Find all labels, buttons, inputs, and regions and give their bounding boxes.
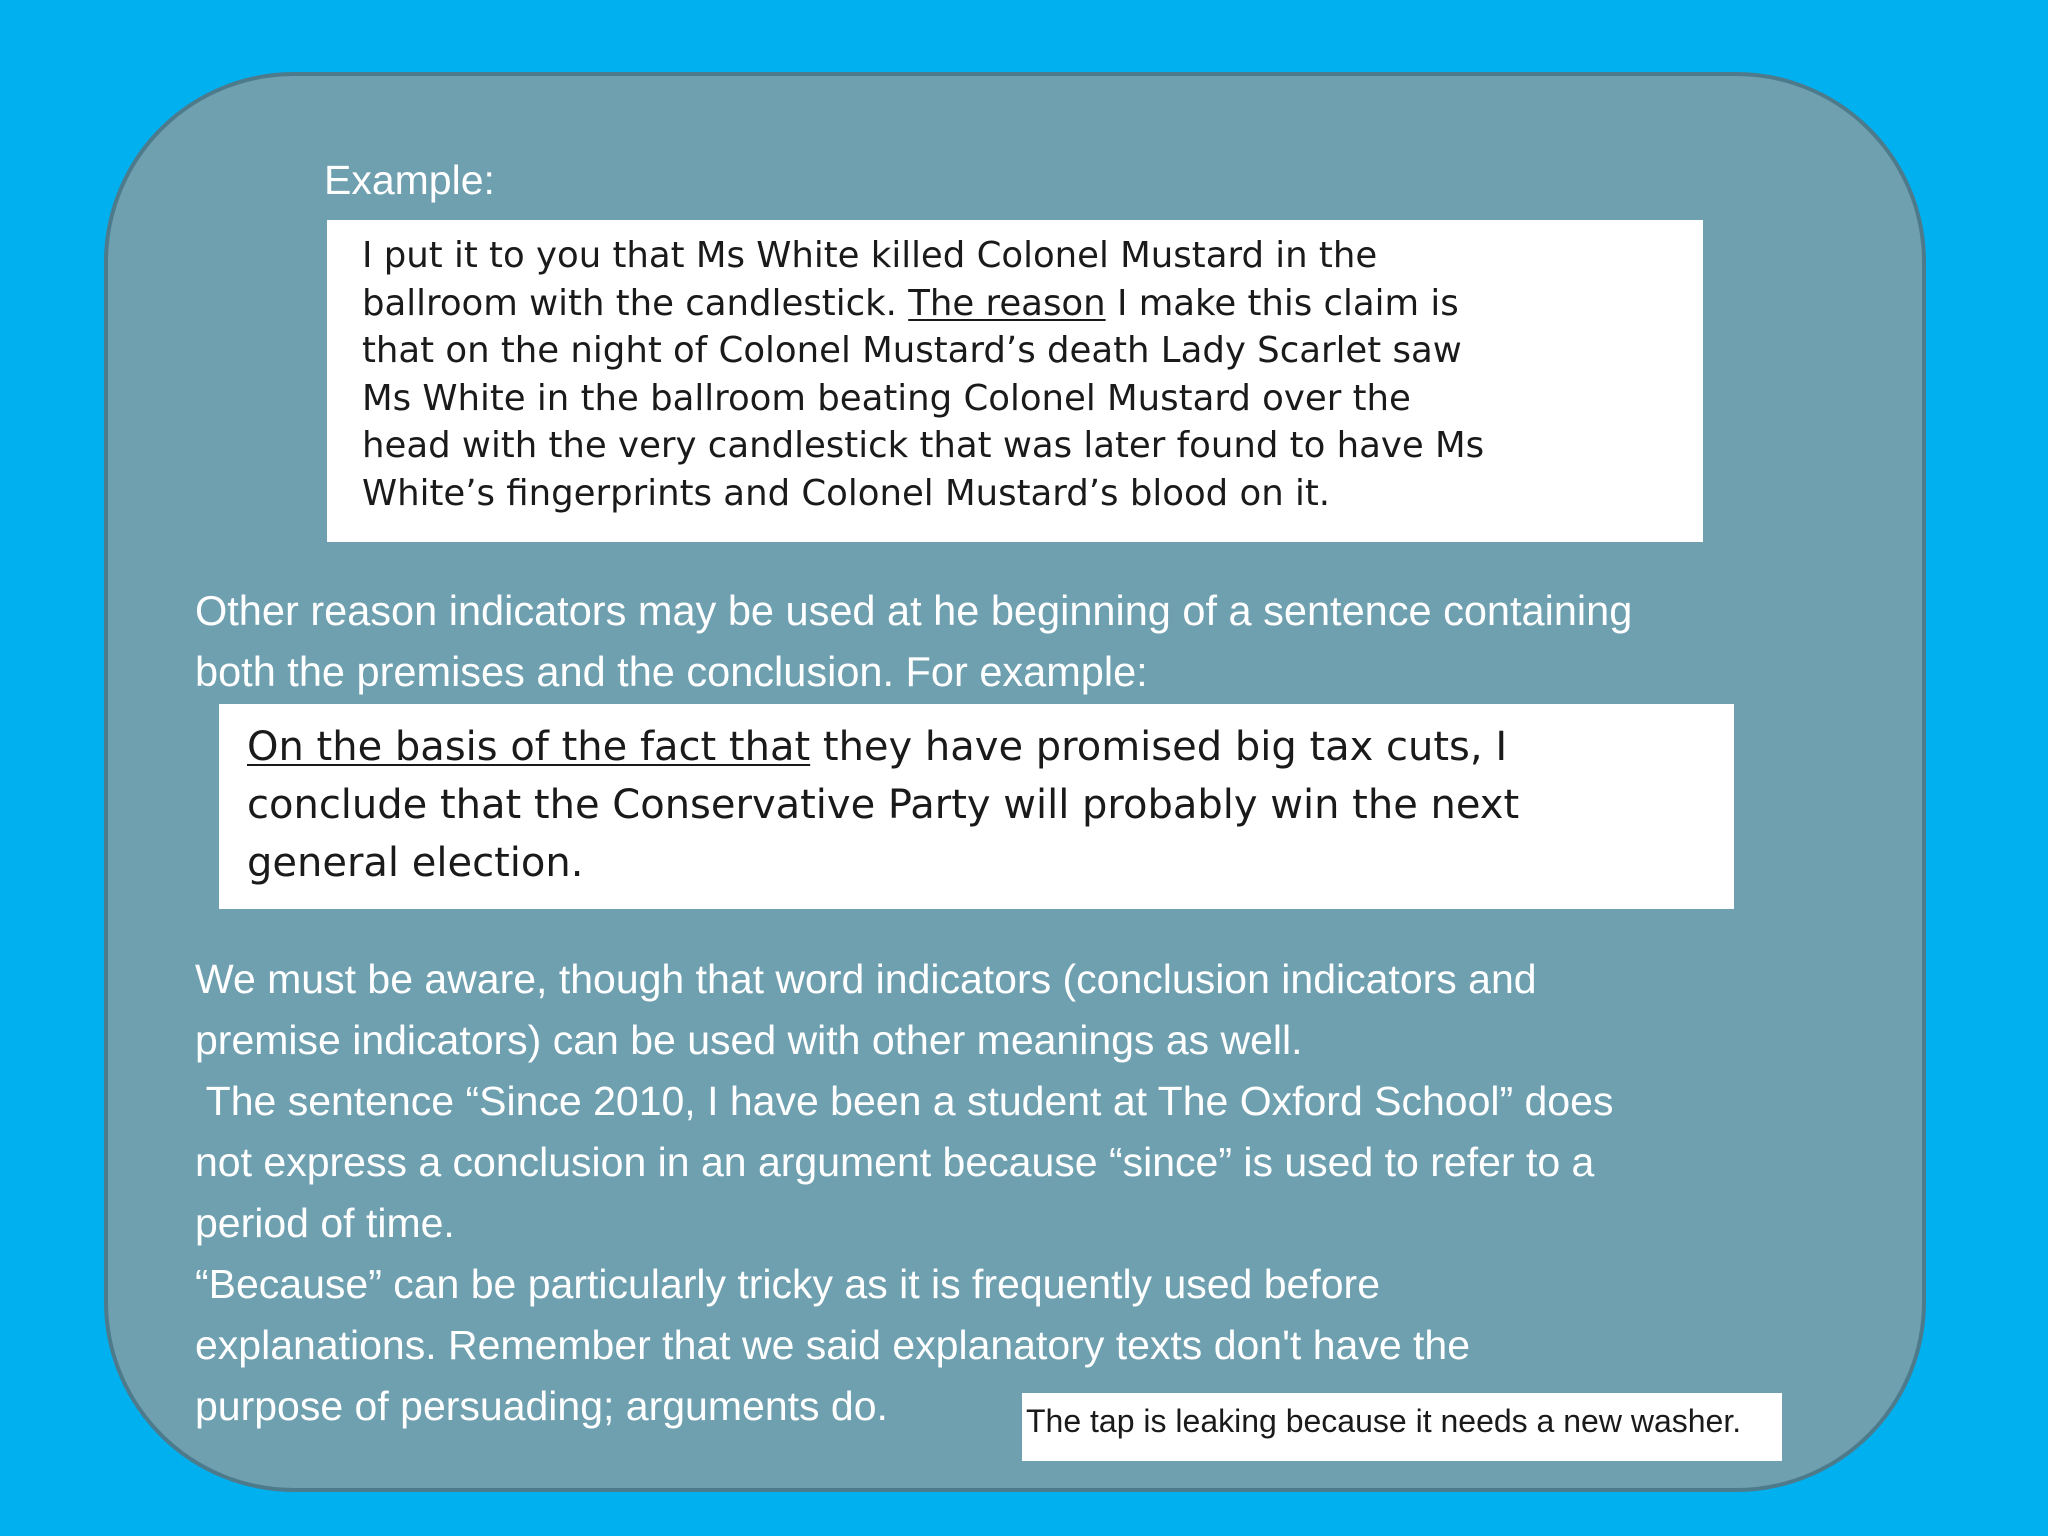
quote1-line-2-start: ballroom with the candlestick.	[362, 282, 909, 324]
quote1-line-5: head with the very candlestick that was later found to have Ms	[362, 425, 1485, 467]
quote1-line-2	[362, 280, 1703, 328]
quote1-line-6: White’s fingerprints and Colonel Mustard’s blood on it.	[362, 472, 1331, 514]
quote3-text: The tap is leaking because it needs a new washer.	[1026, 1403, 1742, 1439]
para2-line-2: premise indicators) can be used with other meanings as well.	[195, 1017, 1303, 1063]
quote1-line-4: Ms White in the ballroom beating Colonel Mustard over the	[362, 377, 1411, 419]
quote2-line-1-end: they have promised big tax cuts, I	[810, 724, 1508, 770]
example-heading: Example:	[324, 157, 495, 203]
quote2-line-2: conclude that the Conservative Party will probably win the next	[247, 782, 1520, 828]
quote1-line-3: that on the night of Colonel Mustard’s death Lady Scarlet saw	[362, 330, 1462, 372]
para2-line-1: We must be aware, though that word indicators (conclusion indicators and	[195, 956, 1537, 1002]
quote1-line-1: I put it to you that Ms White killed Colonel Mustard in the	[362, 235, 1378, 276]
reason-indicator-underlined: The reason	[908, 282, 1106, 324]
paragraph-reason-indicators	[195, 580, 1632, 702]
para2-line-5: period of time.	[195, 1200, 455, 1246]
quote2-line-1	[247, 718, 1734, 776]
para2-line-6: “Because” can be particularly tricky as it is frequently used before	[195, 1261, 1380, 1307]
quote2-line-3: general election.	[247, 840, 584, 886]
para2-line-3: The sentence “Since 2010, I have been a student at The Oxford School” does	[195, 1078, 1614, 1124]
para1-line-2: both the premises and the conclusion. For example:	[195, 648, 1148, 695]
quote-box-tax-cuts-example	[219, 704, 1734, 909]
para1-line-1: Other reason indicators may be used at he beginning of a sentence containing	[195, 587, 1633, 634]
quote-box-tap-example	[1022, 1393, 1782, 1461]
quote-box-murder-example	[327, 220, 1703, 542]
quote1-line-2-end: I make this claim is	[1105, 282, 1459, 324]
para2-line-7: explanations. Remember that we said explanatory texts don't have the	[195, 1322, 1471, 1368]
paragraph-indicator-meanings	[195, 949, 1613, 1437]
para2-line-4: not express a conclusion in an argument because “since” is used to refer to a	[195, 1139, 1595, 1185]
para2-line-8: purpose of persuading; arguments do.	[195, 1383, 888, 1429]
premise-indicator-underlined: On the basis of the fact that	[247, 724, 811, 770]
